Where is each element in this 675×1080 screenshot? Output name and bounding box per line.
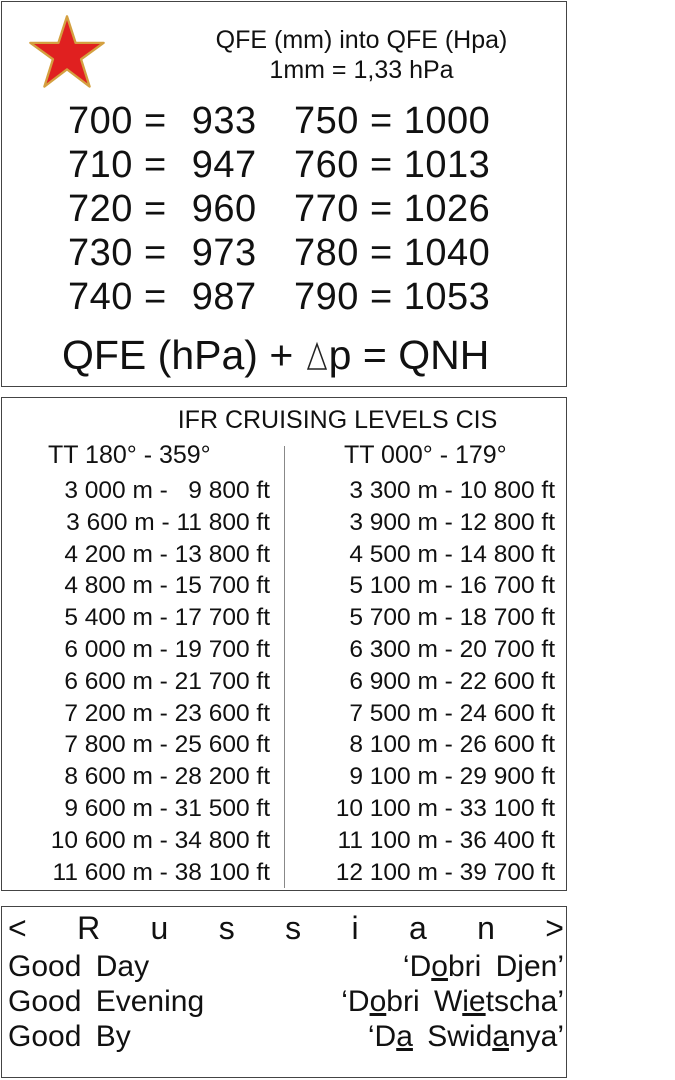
equals-sign: = [358, 100, 404, 142]
conversion-row [294, 232, 490, 275]
equals-sign: = [132, 232, 178, 274]
level-row-west: 6 000 m - 19 700 ft [64, 636, 270, 663]
conversion-row [68, 232, 258, 275]
level-row-east: 5 100 m - 16 700 ft [349, 572, 555, 600]
equals-sign: = [132, 144, 178, 186]
level-row-east: 9 100 m - 29 900 ft [349, 763, 555, 791]
hpa-value: 1013 [403, 144, 491, 186]
equals-sign: = [358, 188, 404, 230]
ifr-title: IFR CRUISING LEVELS CIS [177, 406, 498, 434]
level-row-west: 10 600 m - 34 800 ft [50, 826, 270, 854]
header-letter: i [351, 910, 359, 946]
level-row-west: 6 600 m - 21 700 ft [64, 667, 270, 695]
qfe-subtitle: 1mm = 1,33 hPa [269, 56, 454, 84]
hpa-value: 947 [191, 144, 257, 186]
conversion-row [68, 276, 258, 319]
equals-sign: = [358, 276, 404, 318]
equals-sign: = [358, 144, 404, 186]
level-row-west: 4 200 m - 13 800 ft [64, 540, 270, 568]
formula-right: p = QNH [328, 332, 490, 378]
level-row-east: 11 100 m - 36 400 ft [337, 826, 555, 854]
russian-phrase-part: o [431, 950, 448, 983]
equals-sign: = [132, 188, 178, 230]
level-row-east: 10 100 m - 33 100 ft [335, 795, 555, 822]
header-letter: s [285, 910, 302, 946]
level-row-west: 3 600 m - 11 800 ft [66, 508, 270, 536]
mm-value: 730 [68, 232, 133, 274]
level-row-east: 5 700 m - 18 700 ft [349, 604, 555, 632]
conversion-row [294, 276, 490, 319]
level-row-east: 4 500 m - 14 800 ft [349, 540, 555, 568]
delta-icon [306, 334, 328, 364]
header-letter: s [218, 910, 235, 946]
russian-phrase [403, 950, 564, 984]
qnh-formula [62, 332, 489, 379]
russian-phrase-part: bri W [386, 985, 463, 1018]
conversion-row [294, 188, 490, 231]
russian-phrase-part: ‘D [341, 985, 370, 1018]
west-column-header: TT 180° - 359° [48, 441, 211, 469]
equals-sign: = [358, 232, 404, 274]
mm-value: 700 [68, 100, 133, 142]
mm-value: 760 [294, 144, 359, 186]
equals-sign: = [132, 100, 178, 142]
header-letter: < [8, 910, 27, 946]
level-row-east: 3 900 m - 12 800 ft [349, 508, 555, 536]
russian-phrase-part: Swid [412, 1020, 493, 1053]
conversion-row [68, 100, 258, 143]
level-row-west: 11 600 m - 38 100 ft [52, 858, 270, 886]
russian-phrase [368, 1020, 564, 1054]
russian-header [8, 910, 564, 947]
english-phrase: Good By [8, 1020, 131, 1053]
level-row-west: 4 800 m - 15 700 ft [64, 572, 270, 600]
conversion-row [68, 144, 258, 187]
hpa-value: 1026 [403, 188, 491, 230]
hpa-value: 933 [191, 100, 257, 142]
level-row-east: 12 100 m - 39 700 ft [335, 858, 555, 886]
equals-sign: = [132, 276, 178, 318]
mm-value: 750 [294, 100, 359, 142]
header-letter: > [545, 910, 564, 946]
hpa-value: 1053 [403, 276, 491, 318]
level-row-west: 9 600 m - 31 500 ft [64, 795, 270, 822]
russian-phrase-part: tscha’ [485, 985, 564, 1018]
russian-phrase-part: o [369, 985, 387, 1018]
level-row-west: 7 800 m - 25 600 ft [64, 731, 270, 759]
conversion-row [294, 144, 490, 187]
mm-value: 770 [294, 188, 359, 230]
level-row-east: 8 100 m - 26 600 ft [349, 731, 555, 759]
english-phrase: Good Evening [8, 985, 205, 1018]
english-phrase: Good Day [8, 950, 150, 983]
header-letter: n [477, 910, 495, 946]
conversion-row [68, 188, 258, 231]
russian-phrase-part: ie [462, 985, 486, 1018]
column-divider [284, 446, 285, 888]
level-row-west: 8 600 m - 28 200 ft [64, 763, 270, 791]
level-row-west: 7 200 m - 23 600 ft [64, 699, 270, 727]
mm-value: 740 [68, 276, 133, 318]
mm-value: 790 [294, 276, 359, 318]
qfe-title: QFE (mm) into QFE (Hpa) [215, 26, 508, 54]
hpa-value: 987 [191, 276, 257, 318]
hpa-value: 1040 [403, 232, 491, 274]
header-letter: a [408, 910, 427, 946]
header-letter: R [77, 910, 101, 946]
conversion-row [294, 100, 490, 143]
east-column-header: TT 000° - 179° [344, 441, 507, 469]
level-row-east: 6 300 m - 20 700 ft [349, 636, 555, 663]
mm-value: 720 [68, 188, 133, 230]
mm-value: 710 [68, 144, 133, 186]
russian-phrase [341, 985, 564, 1019]
mm-value: 780 [294, 232, 359, 274]
level-row-east: 7 500 m - 24 600 ft [349, 699, 555, 727]
russian-phrase-part: bri Djen’ [447, 950, 564, 983]
hpa-value: 973 [191, 232, 257, 274]
level-row-west: 5 400 m - 17 700 ft [64, 604, 270, 632]
formula-left: QFE (hPa) + [62, 332, 294, 378]
level-row-east: 3 300 m - 10 800 ft [349, 477, 555, 504]
russian-phrase-part: ‘D [402, 950, 432, 983]
russian-phrase-part: a [492, 1020, 509, 1053]
russian-phrase-part: a [396, 1020, 413, 1053]
russian-phrase-part: nya’ [508, 1020, 564, 1053]
hpa-value: 960 [191, 188, 257, 230]
level-row-west: 3 000 m - 9 800 ft [64, 477, 270, 504]
hpa-value: 1000 [403, 100, 491, 142]
level-row-east: 6 900 m - 22 600 ft [349, 667, 555, 695]
russian-phrase-part: ‘D [367, 1020, 397, 1053]
header-letter: u [150, 910, 169, 946]
